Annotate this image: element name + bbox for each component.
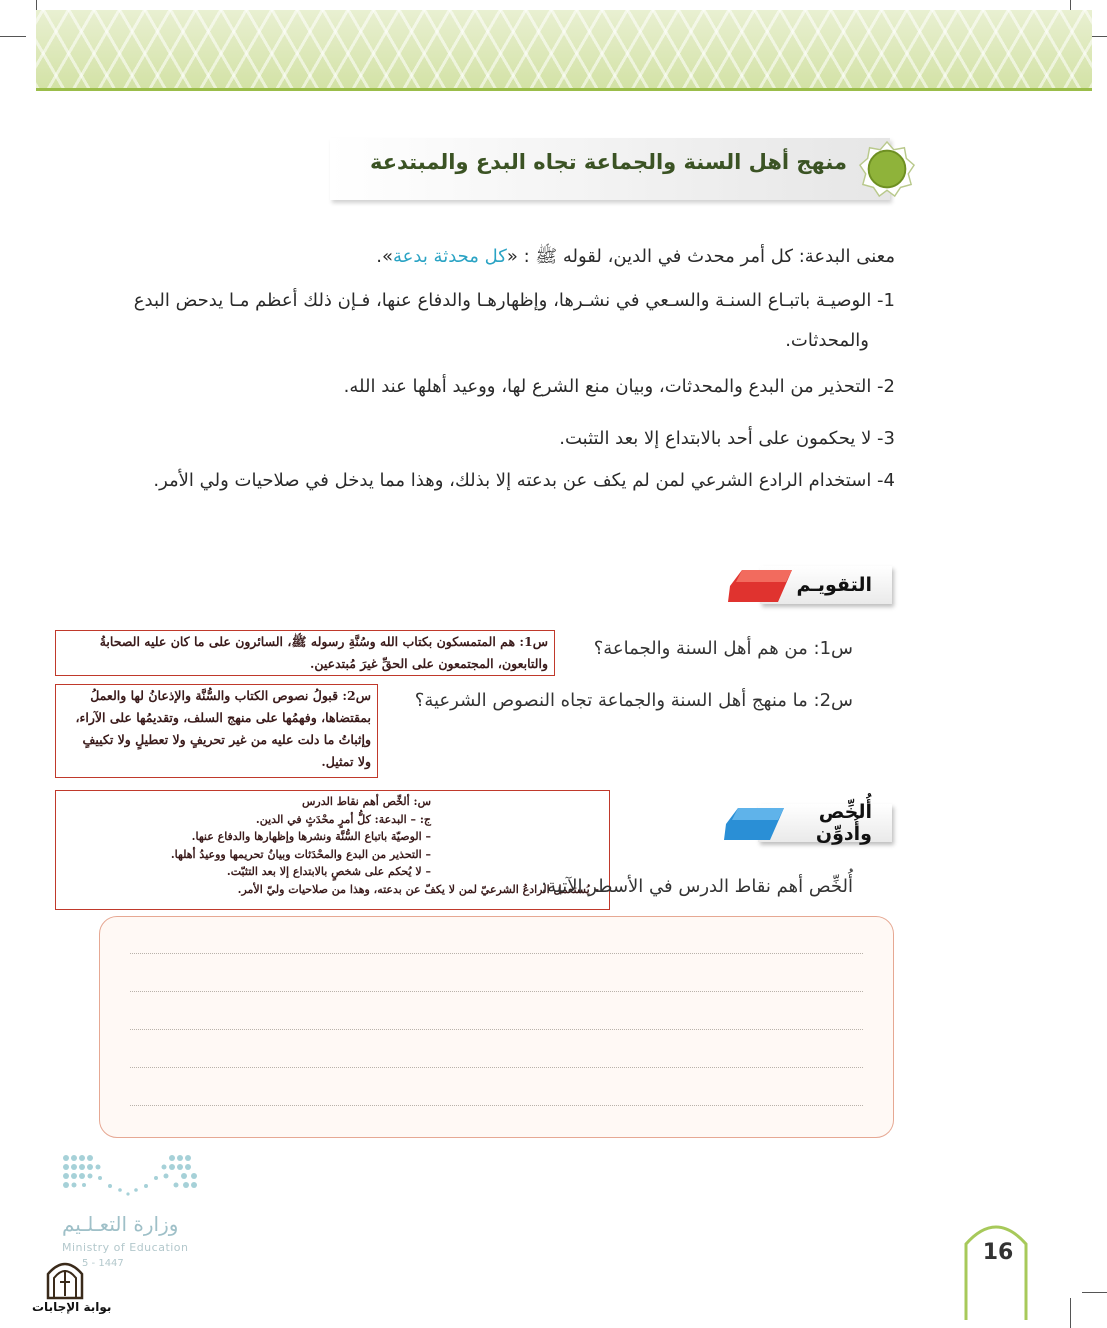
ministry-name-ar: وزارة التعـلـيم	[62, 1212, 179, 1236]
definition-quote: كل محدثة بدعة	[392, 246, 507, 267]
evaluation-heading: التقويـم	[796, 574, 872, 596]
writing-line	[130, 953, 863, 954]
summary-answer-box	[55, 790, 610, 910]
crop-mark	[0, 36, 26, 37]
summary-line: – التحذير من البدع والمحْدَثات وبيانُ تحريمها ووعيدُ أهلها.	[170, 847, 431, 861]
ministry-name-en: Ministry of Education	[62, 1241, 189, 1254]
crop-mark	[1082, 1292, 1107, 1293]
section-title: منهج أهل السنة والجماعة تجاه البدع والمبتدعة	[369, 150, 847, 174]
question-2: س2: ما منهج أهل السنة والجماعة تجاه النصوص الشرعية؟	[414, 690, 853, 711]
page-number: 16	[982, 1240, 1014, 1265]
crop-mark	[1070, 1298, 1071, 1328]
blue-arrow-icon	[724, 806, 784, 842]
title-badge-icon	[858, 140, 916, 198]
point-3: 3- لا يحكمون على أحد بالابتداع إلا بعد التثبت.	[559, 428, 895, 449]
answer-1-line: س1: هم المتمسكون بكتاب الله وسُنَّةِ رسوله ﷺ، السائرون على ما كان عليه الصحابةُ	[99, 634, 548, 649]
answer-1-line: والتابعون، المجتمعون على الحقِّ غيرَ مُبتدعين.	[310, 656, 548, 671]
question-1: س1: من هم أهل السنة والجماعة؟	[593, 638, 853, 659]
answer-1-box	[55, 630, 555, 676]
summary-line: ج: – البدعة: كلُّ أمرٍ محْدَثٍ في الدين.	[255, 812, 431, 826]
writing-area[interactable]	[99, 916, 894, 1138]
summary-line: – الوصيّة باتباع السُّنَّة ونشرها وإظهارها والدفاع عنها.	[191, 830, 431, 843]
summary-heading: أُلخِّص وأُدوِّن	[815, 801, 872, 845]
summary-line: س: ألخِّص أهم نقاط الدرس	[301, 795, 431, 808]
answer-2-line: ولا تمثيل.	[321, 754, 371, 769]
ministry-year: 5 - 1447	[82, 1258, 124, 1269]
point-1: 1- الوصيـة باتبـاع السنـة والسـعي في نشـرها، وإظهارهـا والدفاع عنها، فـإن ذلك أعظم مـا يدحض البدع	[133, 290, 895, 311]
writing-line	[130, 1029, 863, 1030]
writing-line	[130, 1105, 863, 1106]
answer-2-line: س2: قبولُ نصوص الكتاب والسُّنَّة والإذعانُ لها والعملُ	[90, 688, 371, 703]
portal-logo-icon	[44, 1256, 86, 1300]
definition	[376, 245, 895, 271]
portal-name: بوابة الإجابات	[32, 1300, 112, 1314]
point-4: 4- استخدام الرادع الشرعي لمن لم يكف عن بدعته إلا بذلك، وهذا مما يدخل في صلاحيات ولي الأمر.	[153, 470, 895, 491]
writing-line	[130, 1067, 863, 1068]
definition-label: معنى البدعة: كل أمر محدث في الدين، لقوله ﷺ : «	[506, 246, 895, 267]
summary-line: – لا يُحكم على شخصٍ بالابتداع إلا بعد التثبّت.	[226, 865, 431, 878]
definition-end: ».	[376, 246, 393, 267]
answer-2-line: وإثباتُ ما دلت عليه من غير تحريفٍ ولا تعطيلٍ ولا تكييفٍ	[82, 732, 371, 747]
summary-prompt: أُلخِّص أهم نقاط الدرس في الأسطر الآتية:	[541, 876, 853, 897]
point-1-continued: والمحدثات.	[785, 330, 869, 351]
summary-line: – يُستعمل الرادعُ الشرعيّ لمن لا يكفّ عن بدعته، وهذا من صلاحيات وليّ الأمر.	[237, 882, 599, 896]
answer-2-box	[55, 684, 378, 778]
writing-line	[130, 991, 863, 992]
header-banner	[36, 10, 1092, 91]
answer-2-line: بمقتضاها، وفهمُها على منهج السلف، وتقديمُها على الآراء،	[75, 710, 371, 725]
page-number-badge	[964, 1214, 1028, 1320]
ministry-logo-icon	[60, 1152, 200, 1202]
red-arrow-icon	[728, 568, 792, 604]
point-2: 2- التحذير من البدع والمحدثات، وبيان منع الشرع لها، ووعيد أهلها عند الله.	[343, 376, 895, 397]
